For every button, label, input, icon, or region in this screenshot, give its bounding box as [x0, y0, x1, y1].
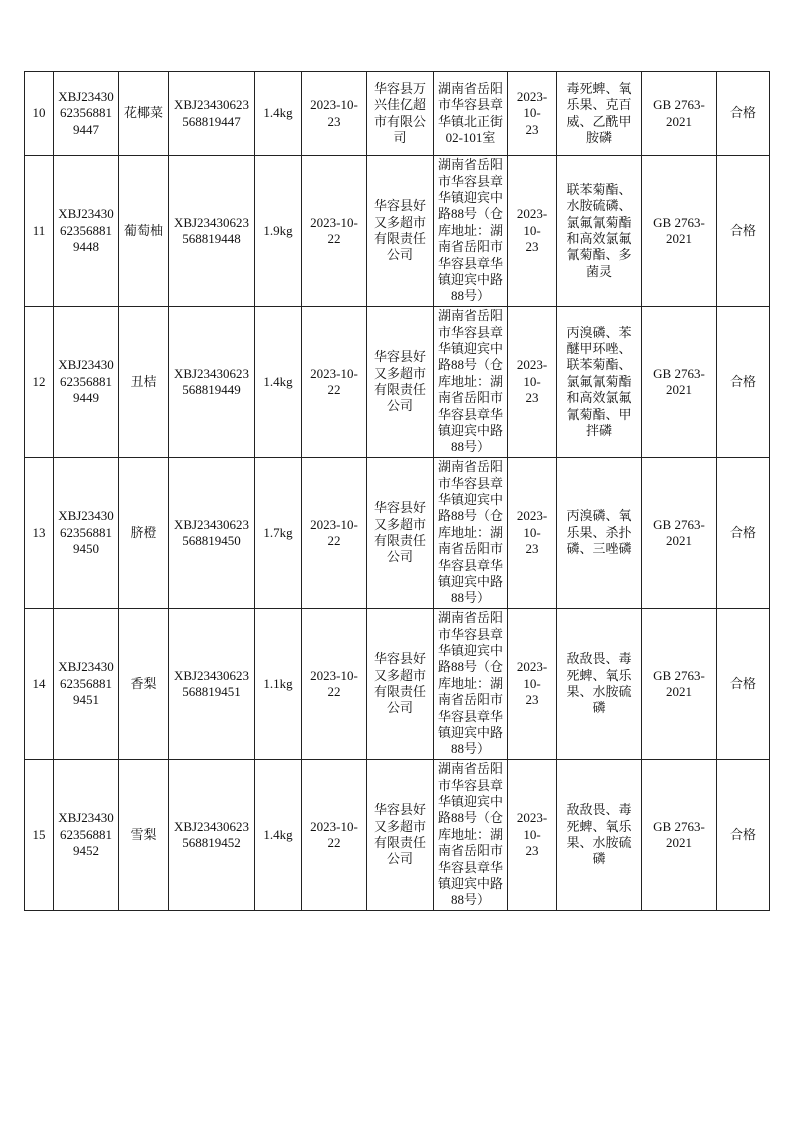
sample-id-cell: XBJ23430 62356881 9450 [54, 458, 119, 609]
row-number-cell: 15 [25, 760, 54, 911]
standard-cell: GB 2763- 2021 [642, 760, 717, 911]
production-date-cell: 2023-10- 22 [302, 458, 367, 609]
row-number-cell: 10 [25, 72, 54, 156]
production-date-cell: 2023-10- 22 [302, 760, 367, 911]
company-name-cell: 华容县好 又多超市 有限责任 公司 [367, 307, 434, 458]
table-row [25, 156, 770, 307]
test-items-cell: 敌敌畏、毒 死蜱、氧乐 果、水胺硫 磷 [557, 760, 642, 911]
standard-cell: GB 2763- 2021 [642, 458, 717, 609]
standard-cell: GB 2763- 2021 [642, 307, 717, 458]
row-number-cell: 11 [25, 156, 54, 307]
company-address-cell: 湖南省岳阳 市华容县章 华镇迎宾中 路88号（仓 库地址：湖 南省岳阳市 华容县章华 镇迎宾中路 88号） [434, 307, 508, 458]
row-number-cell: 13 [25, 458, 54, 609]
test-items-cell: 联苯菊酯、 水胺硫磷、 氯氟氰菊酯 和高效氯氟 氰菊酯、多 菌灵 [557, 156, 642, 307]
row-number-cell: 14 [25, 609, 54, 760]
quantity-cell: 1.4kg [255, 307, 302, 458]
company-name-cell: 华容县好 又多超市 有限责任 公司 [367, 609, 434, 760]
quantity-cell: 1.7kg [255, 458, 302, 609]
result-cell: 合格 [717, 307, 770, 458]
table-row [25, 458, 770, 609]
result-cell: 合格 [717, 156, 770, 307]
test-items-cell: 丙溴磷、氧 乐果、杀扑 磷、三唑磷 [557, 458, 642, 609]
inspection-date-cell: 2023-10- 23 [508, 156, 557, 307]
inspection-date-cell: 2023-10- 23 [508, 609, 557, 760]
sample-id-cell: XBJ23430 62356881 9451 [54, 609, 119, 760]
product-name-cell: 雪梨 [119, 760, 169, 911]
standard-cell: GB 2763- 2021 [642, 72, 717, 156]
sample-id-cell: XBJ23430 62356881 9449 [54, 307, 119, 458]
row-number-cell: 12 [25, 307, 54, 458]
company-address-cell: 湖南省岳阳 市华容县章 华镇迎宾中 路88号（仓 库地址：湖 南省岳阳市 华容县章华 镇迎宾中路 88号） [434, 156, 508, 307]
result-cell: 合格 [717, 72, 770, 156]
company-address-cell: 湖南省岳阳 市华容县章 华镇迎宾中 路88号（仓 库地址：湖 南省岳阳市 华容县章华 镇迎宾中路 88号） [434, 609, 508, 760]
product-name-cell: 香梨 [119, 609, 169, 760]
inspection-date-cell: 2023-10- 23 [508, 760, 557, 911]
test-items-cell: 丙溴磷、苯 醚甲环唑、 联苯菊酯、 氯氟氰菊酯 和高效氯氟 氰菊酯、甲 拌磷 [557, 307, 642, 458]
report-id-cell: XBJ23430623 568819452 [169, 760, 255, 911]
table-row [25, 307, 770, 458]
product-name-cell: 脐橙 [119, 458, 169, 609]
company-name-cell: 华容县万 兴佳亿超 市有限公 司 [367, 72, 434, 156]
sample-id-cell: XBJ23430 62356881 9447 [54, 72, 119, 156]
standard-cell: GB 2763- 2021 [642, 156, 717, 307]
production-date-cell: 2023-10- 22 [302, 307, 367, 458]
production-date-cell: 2023-10- 23 [302, 72, 367, 156]
table-row [25, 72, 770, 156]
table-row [25, 609, 770, 760]
company-name-cell: 华容县好 又多超市 有限责任 公司 [367, 760, 434, 911]
quantity-cell: 1.1kg [255, 609, 302, 760]
table-row [25, 760, 770, 911]
sample-id-cell: XBJ23430 62356881 9448 [54, 156, 119, 307]
test-items-cell: 毒死蜱、氧 乐果、克百 威、乙酰甲 胺磷 [557, 72, 642, 156]
product-name-cell: 花椰菜 [119, 72, 169, 156]
inspection-date-cell: 2023-10- 23 [508, 72, 557, 156]
result-cell: 合格 [717, 760, 770, 911]
report-id-cell: XBJ23430623 568819449 [169, 307, 255, 458]
report-id-cell: XBJ23430623 568819447 [169, 72, 255, 156]
inspection-date-cell: 2023-10- 23 [508, 307, 557, 458]
report-id-cell: XBJ23430623 568819450 [169, 458, 255, 609]
company-address-cell: 湖南省岳阳 市华容县章 华镇迎宾中 路88号（仓 库地址：湖 南省岳阳市 华容县章华 镇迎宾中路 88号） [434, 458, 508, 609]
inspection-results-table [24, 71, 770, 911]
production-date-cell: 2023-10- 22 [302, 609, 367, 760]
quantity-cell: 1.4kg [255, 760, 302, 911]
company-address-cell: 湖南省岳阳 市华容县章 华镇北正街 02-101室 [434, 72, 508, 156]
report-id-cell: XBJ23430623 568819451 [169, 609, 255, 760]
quantity-cell: 1.9kg [255, 156, 302, 307]
product-name-cell: 葡萄柚 [119, 156, 169, 307]
company-address-cell: 湖南省岳阳 市华容县章 华镇迎宾中 路88号（仓 库地址：湖 南省岳阳市 华容县章华 镇迎宾中路 88号） [434, 760, 508, 911]
production-date-cell: 2023-10- 22 [302, 156, 367, 307]
quantity-cell: 1.4kg [255, 72, 302, 156]
company-name-cell: 华容县好 又多超市 有限责任 公司 [367, 156, 434, 307]
result-cell: 合格 [717, 458, 770, 609]
result-cell: 合格 [717, 609, 770, 760]
inspection-date-cell: 2023-10- 23 [508, 458, 557, 609]
company-name-cell: 华容县好 又多超市 有限责任 公司 [367, 458, 434, 609]
product-name-cell: 丑桔 [119, 307, 169, 458]
test-items-cell: 敌敌畏、毒 死蜱、氧乐 果、水胺硫 磷 [557, 609, 642, 760]
sample-id-cell: XBJ23430 62356881 9452 [54, 760, 119, 911]
standard-cell: GB 2763- 2021 [642, 609, 717, 760]
report-id-cell: XBJ23430623 568819448 [169, 156, 255, 307]
